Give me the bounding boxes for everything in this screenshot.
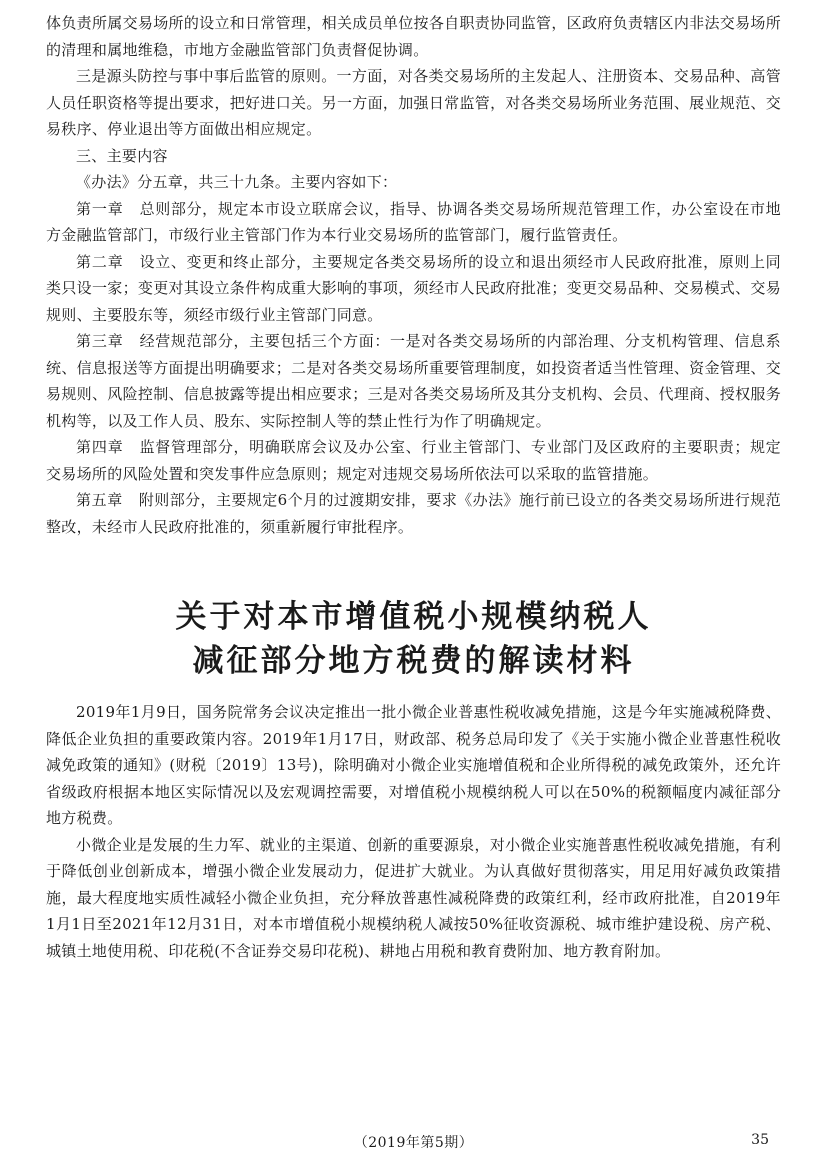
- issue-label: （2019年第5期）: [353, 1135, 474, 1151]
- chapter-text: 设立、变更和终止部分，主要规定各类交易场所的设立和退出须经市人民政府批准，原则上同类只设一家；变更对其设立条件构成重大影响的事项，须经市人民政府批准；变更交易品种、交易模式、交易规则、主要股东等，须经市级行业主管部门同意。: [46, 252, 781, 324]
- principle-paragraph: 三是源头防控与事中事后监管的原则。一方面，对各类交易场所的主发起人、注册资本、交易品种、高管人员任职资格等提出要求，把好进口关。另一方面，加强日常监管，对各类交易场所业务范围、展业规范、交易秩序、停业退出等方面做出相应规定。: [46, 67, 781, 138]
- chapter-label: 第一章: [76, 199, 124, 218]
- intro-paragraph: 《办法》分五章，共三十九条。主要内容如下：: [76, 173, 398, 191]
- chapter-label: 第四章: [76, 438, 124, 456]
- page-footer: [0, 1132, 827, 1154]
- chapter-label: 第三章: [76, 332, 124, 350]
- chapter-paragraph: [46, 328, 781, 434]
- chapter-label: 第二章: [76, 252, 124, 271]
- document-page: [46, 10, 781, 964]
- chapter-paragraph: [46, 196, 781, 249]
- chapter-paragraph: [46, 249, 781, 329]
- chapter-paragraph: [46, 487, 781, 540]
- article-title: [46, 540, 781, 699]
- article-title-line: 减征部分地方税费的解读材料: [192, 643, 635, 679]
- page-number: 35: [751, 1132, 769, 1148]
- continued-paragraph: 体负责所属交易场所的设立和日常管理，相关成员单位按各自职责协同监管，区政府负责辖区内非法交易场所的清理和属地维稳，市地方金融监管部门负责督促协调。: [46, 14, 781, 59]
- chapter-text: 经营规范部分，主要包括三个方面：一是对各类交易场所的内部治理、分支机构管理、信息系统、信息报送等方面提出明确要求；二是对各类交易场所重要管理制度，如投资者适当性管理、资金管理、交易规则、风险控制、信息披露等提出相应要求；三是对各类交易场所及其分支机构、会员、代理商、授权服务机构等，以及工作人员、股东、实际控制人等的禁止性行为作了明确规定。: [46, 332, 781, 430]
- article-paragraph: 小微企业是发展的生力军、就业的主渠道、创新的重要源泉，对小微企业实施普惠性税收减免措施，有利于降低创业创新成本，增强小微企业发展动力，促进扩大就业。为认真做好贯彻落实，用足用好减负政策措施，最大程度地实质性减轻小微企业负担，充分释放普惠性减税降费的政策红利，经市政府批准，自2019年1月1日至2021年12月31日，对本市增值税小规模纳税人减按50%征收资源税、城市维护建设税、房产税、城镇土地使用税、印花税(不含证券交易印花税)、耕地占用税和教育费附加、地方教育附加。: [46, 835, 781, 960]
- chapter-text: 附则部分，主要规定6个月的过渡期安排，要求《办法》施行前已设立的各类交易场所进行规范整改，未经市人民政府批准的，须重新履行审批程序。: [46, 491, 781, 536]
- chapter-label: 第五章: [76, 491, 123, 509]
- article-paragraph: 2019年1月9日，国务院常务会议决定推出一批小微企业普惠性税收减免措施，这是今年实施减税降费、降低企业负担的重要政策内容。2019年1月17日，财政部、税务总局印发了《关于实施小微企业普惠性税收减免政策的通知》(财税〔2019〕13号)，除明确对小微企业实施增值税和企业所得税的减免政策外，还允许省级政府根据本地区实际情况以及宏观调控需要，对增值税小规模纳税人可以在50%的税额幅度内减征部分地方税费。: [46, 703, 781, 827]
- chapter-text: 总则部分，规定本市设立联席会议，指导、协调各类交易场所规范管理工作，办公室设在市地方金融监管部门，市级行业主管部门作为本行业交易场所的监管部门，履行监管责任。: [46, 199, 781, 244]
- article-title-line: 关于对本市增值税小规模纳税人: [175, 599, 652, 635]
- section-heading: 三、主要内容: [76, 146, 168, 165]
- chapter-paragraph: [46, 434, 781, 487]
- chapter-text: 监督管理部分，明确联席会议及办公室、行业主管部门、专业部门及区政府的主要职责；规定交易场所的风险处置和突发事件应急原则；规定对违规交易场所依法可以采取的监管措施。: [46, 438, 781, 483]
